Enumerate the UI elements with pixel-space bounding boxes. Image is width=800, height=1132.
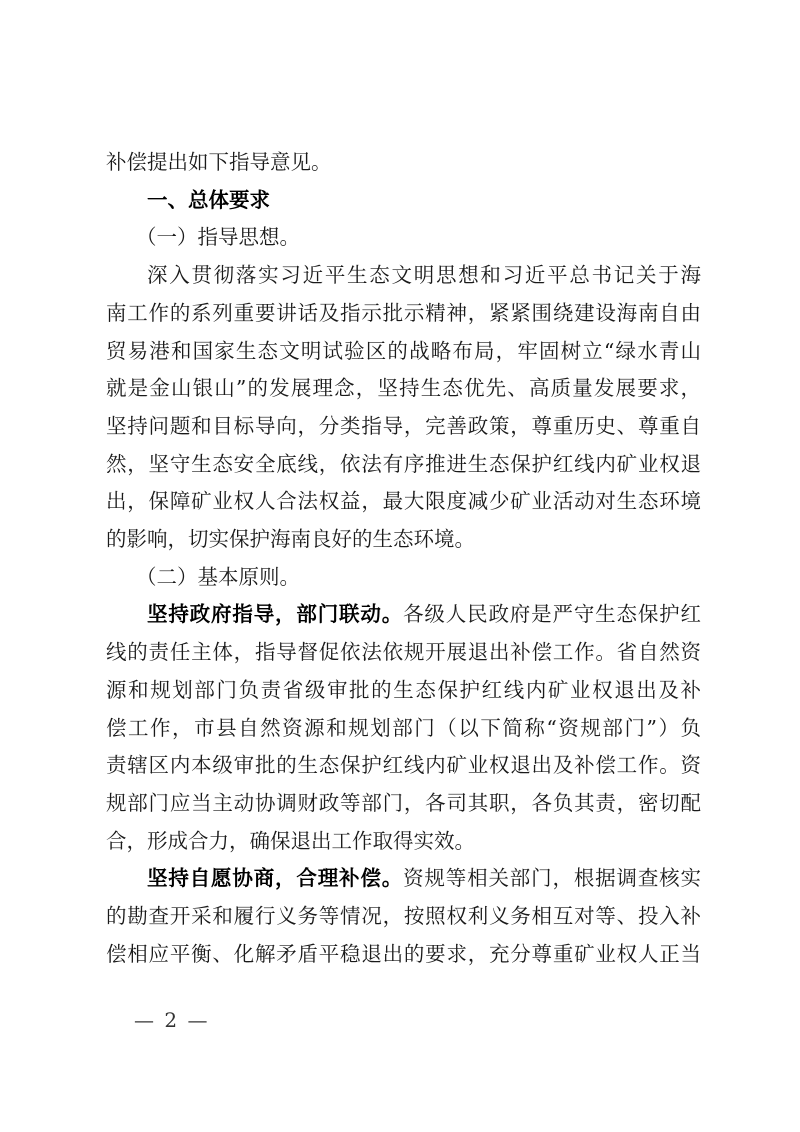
text-line: 然，坚守生态安全底线，依法有序推进生态保护红线内矿业权退 [106, 451, 701, 476]
text-line: 坚持问题和目标导向，分类指导，完善政策，尊重历史、尊重自 [106, 413, 701, 438]
text-line [106, 860, 701, 898]
text-line: 的影响，切实保护海南良好的生态环境。 [106, 527, 475, 552]
document-body [106, 144, 701, 973]
page-number: — 2 — [134, 1008, 210, 1032]
heading-text: 一、总体要求 [147, 187, 270, 212]
subheading-text: （二）基本原则。 [136, 564, 300, 589]
text-line: 出，保障矿业权人合法权益，最大限度减少矿业活动对生态环境 [106, 489, 701, 514]
principle-text: 各级人民政府是严守生态保护红 [403, 602, 702, 627]
text-line: 源和规划部门负责省级审批的生态保护红线内矿业权退出及补 [106, 677, 701, 702]
text-line: 南工作的系列重要讲话及指示批示精神，紧紧围绕建设海南自由 [106, 300, 701, 325]
principle-government-guidance [106, 596, 701, 860]
text-line: 贸易港和国家生态文明试验区的战略布局，牢固树立“绿水青山 [106, 338, 701, 363]
principle-voluntary-negotiation [106, 860, 701, 973]
text-line: 线的责任主体，指导督促依法依规开展退出补偿工作。省自然资 [106, 640, 701, 665]
subsection-heading-basic-principles [106, 559, 701, 597]
text-line: 就是金山银山”的发展理念，坚持生态优先、高质量发展要求， [106, 376, 701, 401]
principle-text: 资规等相关部门，根据调查核实 [403, 866, 702, 891]
text-line: 补偿提出如下指导意见。 [106, 150, 332, 174]
section-heading [106, 182, 701, 220]
guiding-ideology-paragraph [106, 257, 701, 559]
principle-lead: 坚持政府指导，部门联动。 [147, 602, 404, 627]
text-line: 偿工作，市县自然资源和规划部门（以下简称“资规部门”）负 [106, 715, 701, 740]
subheading-text: （一）指导思想。 [136, 225, 300, 250]
text-line: 的勘查开采和履行义务等情况，按照权利义务相互对等、投入补 [106, 904, 701, 929]
text-line: 偿相应平衡、化解矛盾平稳退出的要求，充分尊重矿业权人正当 [106, 941, 701, 966]
text-line: 深入贯彻落实习近平生态文明思想和习近平总书记关于海 [147, 263, 701, 288]
continuation-paragraph [106, 144, 701, 182]
principle-lead: 坚持自愿协商，合理补偿。 [147, 866, 404, 891]
text-line: 规部门应当主动协调财政等部门，各司其职，各负其责，密切配 [106, 790, 701, 815]
text-line: 合，形成合力，确保退出工作取得实效。 [106, 828, 475, 853]
text-line: 责辖区内本级审批的生态保护红线内矿业权退出及补偿工作。资 [106, 753, 701, 778]
text-line [106, 596, 701, 634]
subsection-heading-guiding-ideology [106, 219, 701, 257]
